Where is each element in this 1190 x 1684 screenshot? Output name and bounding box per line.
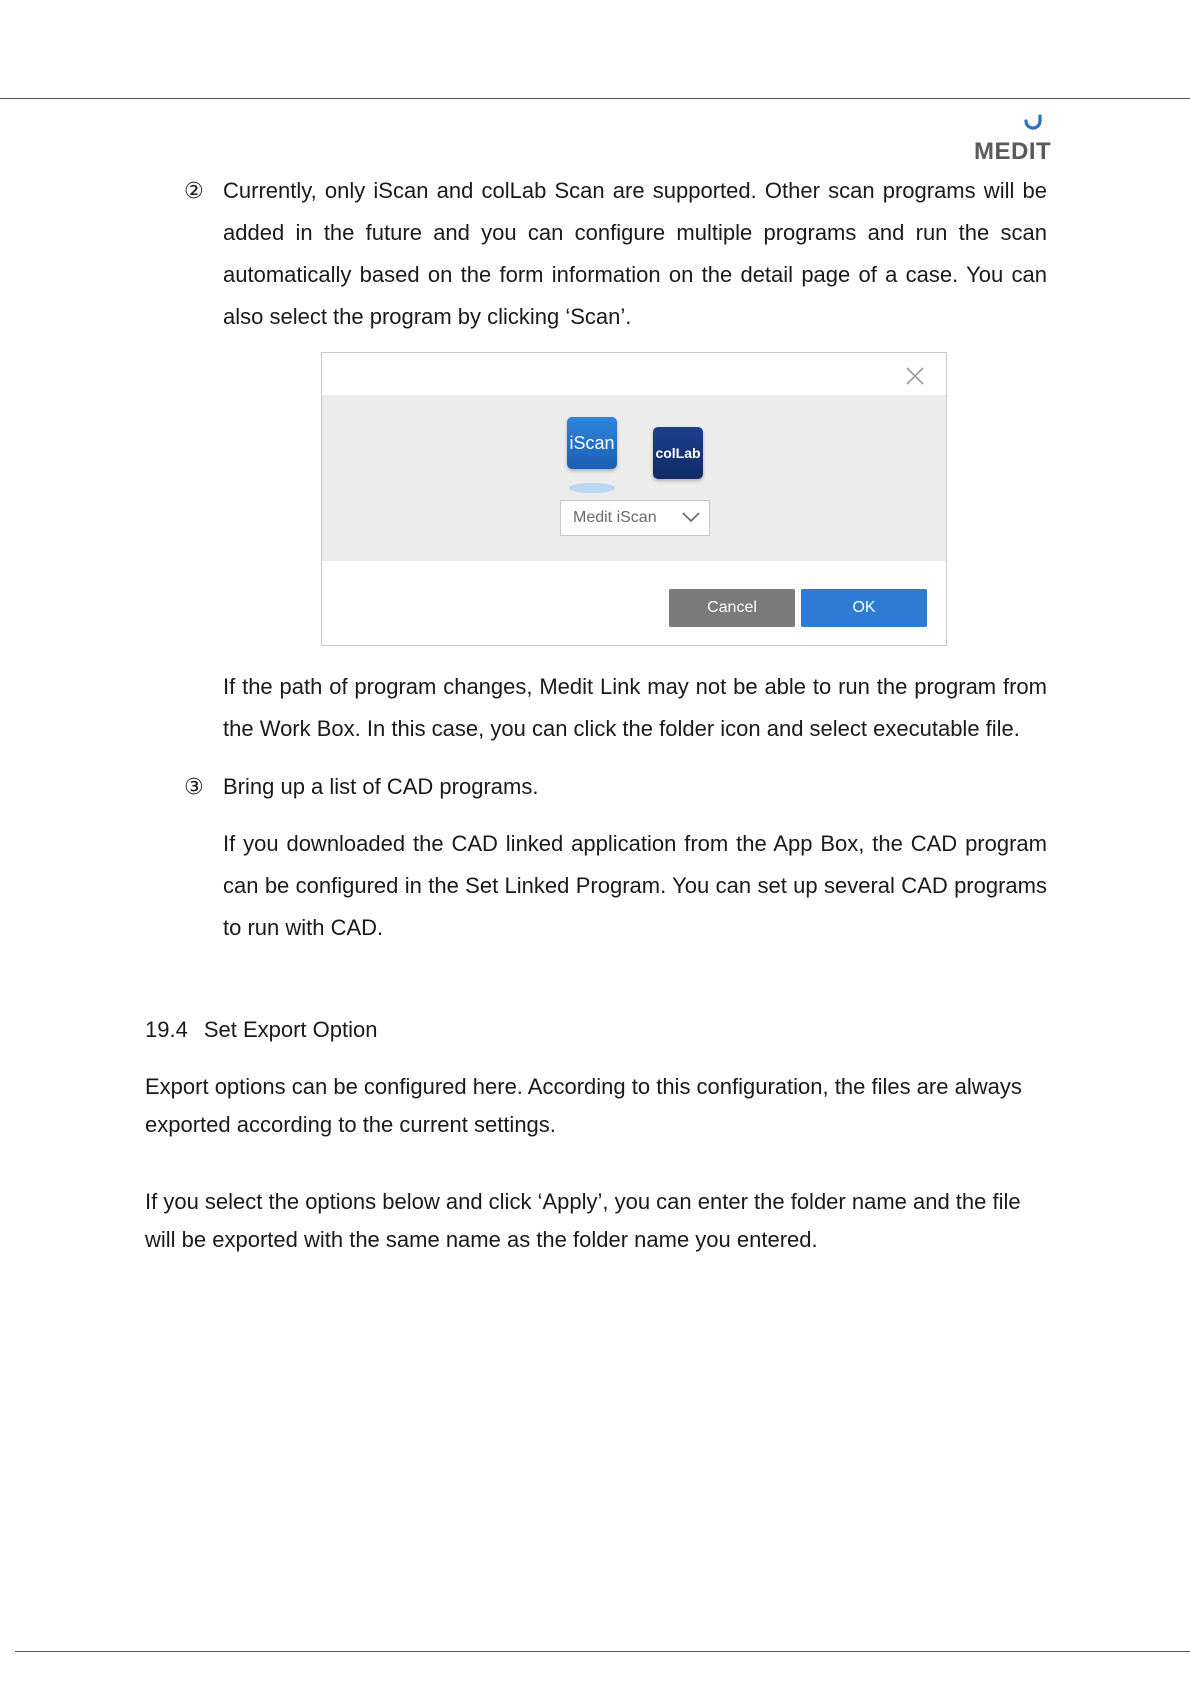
medit-logo-mark-icon bbox=[1022, 114, 1044, 136]
medit-logo bbox=[970, 108, 1052, 165]
item-number-2: ② bbox=[184, 178, 204, 203]
item-2-note: If the path of program changes, Medit Link may not be able to run the program from the Work Box. In this case, you can click the folder icon and select executable file. bbox=[223, 674, 1047, 741]
section-paragraph-2: If you select the options below and click ‘Apply’, you can enter the folder name and the file will be exported with the same name as the folder name you entered. bbox=[145, 1189, 1021, 1252]
collab-app-tile[interactable] bbox=[653, 427, 703, 479]
scan-program-select[interactable] bbox=[560, 500, 710, 536]
section-paragraph-1: Export options can be configured here. According to this configuration, the files are always exported according to the current settings. bbox=[145, 1074, 1022, 1137]
iscan-label: iScan bbox=[569, 433, 615, 453]
logo-text: MEDIT bbox=[974, 138, 1052, 165]
selected-indicator bbox=[569, 483, 615, 493]
item-3-text: Bring up a list of CAD programs. bbox=[223, 774, 539, 799]
item-2-text: Currently, only iScan and colLab Scan are supported. Other scan programs will be added in the future and you can configure multiple programs and run the scan automatically based on the form information on the detail page of a case. You can also select the program by clicking ‘Scan’. bbox=[223, 178, 1047, 329]
item-number-3: ③ bbox=[184, 774, 204, 799]
iscan-app-tile[interactable] bbox=[567, 417, 617, 469]
close-icon[interactable] bbox=[904, 365, 926, 387]
collab-label: colLab bbox=[655, 445, 701, 461]
cancel-button[interactable]: Cancel bbox=[669, 589, 795, 627]
footer-rule bbox=[15, 1651, 1190, 1652]
header-rule bbox=[0, 98, 1190, 99]
dialog-body bbox=[322, 395, 946, 561]
item-3-note: If you downloaded the CAD linked application from the App Box, the CAD program can be configured in the Set Linked Program. You can set up several CAD programs to run with CAD. bbox=[223, 831, 1047, 940]
select-scan-program-dialog bbox=[321, 352, 947, 646]
section-number: 19.4 bbox=[145, 1017, 188, 1042]
section-title: Set Export Option bbox=[203, 1017, 378, 1042]
chevron-down-icon bbox=[681, 509, 701, 525]
ok-button[interactable]: OK bbox=[801, 589, 927, 627]
select-value: Medit iScan bbox=[573, 509, 657, 526]
section-heading bbox=[145, 1014, 377, 1046]
